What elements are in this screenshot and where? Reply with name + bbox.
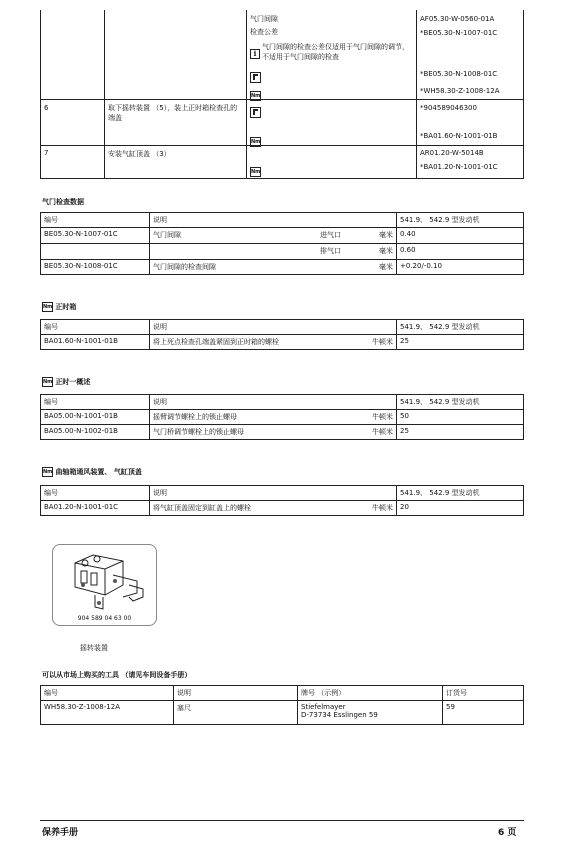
row-unit: 牛顿米	[372, 413, 393, 421]
col-header: 说明	[150, 213, 397, 228]
section-title: Nm 曲轴箱通风装置、 气缸顶盖	[43, 468, 142, 476]
row-subtype: 排气口	[320, 247, 341, 255]
crankcase-table	[40, 485, 524, 516]
row-description: 塞尺	[174, 701, 298, 725]
col-header: 说明	[150, 486, 397, 501]
torque-nm-icon: Nm	[43, 304, 53, 310]
row-code[interactable]: BA01.20-N-1001-01C	[41, 501, 150, 516]
timing-general-table	[40, 394, 524, 440]
valve-data-table	[40, 212, 524, 275]
code-link[interactable]: *904589046300	[420, 104, 477, 112]
code-link[interactable]: *BA01.20-N-1001-01C	[420, 163, 498, 171]
step-description: 安装气缸顶盖 （3）	[108, 150, 171, 158]
row-description: 气门桥调节螺栓上的锁止螺母	[153, 428, 244, 436]
row-subtype: 进气口	[320, 231, 341, 239]
section-title: 气门检查数据	[42, 198, 84, 206]
footer-title: 保养手册	[42, 828, 79, 838]
row-unit: 牛顿米	[372, 338, 393, 346]
torque-nm-icon: Nm	[251, 92, 261, 99]
tool-illustration	[52, 544, 157, 626]
col-header: 541.9、 542.9 型发动机	[397, 486, 524, 501]
row-value: 0.40	[397, 228, 524, 244]
row-description: 气门间隙的检查间隙	[153, 263, 216, 271]
row-unit: 毫米	[379, 247, 393, 255]
step-description: 取下摇转装置 （5），装上正时箱检查孔的端盖	[108, 104, 238, 122]
tool-icon	[250, 102, 261, 121]
row-description: 将上死点检查孔端盖紧固到正时箱的螺栓	[153, 338, 279, 346]
col-header: 牌号 （示例）	[298, 686, 443, 701]
col-header: 说明	[150, 395, 397, 410]
row-value: 25	[397, 335, 524, 350]
col-header: 541.9、 542.9 型发动机	[397, 320, 524, 335]
row-code[interactable]: BA01.60-N-1001-01B	[41, 335, 150, 350]
col-header: 编号	[41, 686, 174, 701]
row-unit: 牛顿米	[372, 504, 393, 512]
row-description: 气门间隙	[153, 231, 181, 239]
part-number: 904 589 04 63 00	[77, 615, 132, 622]
row-value: 50	[397, 410, 524, 425]
col-header: 编号	[41, 320, 150, 335]
tolerance-note: 气门间隙的检查公差仅适用于气门间隙的调节，不适用于气门间隙的检查	[262, 43, 409, 61]
code-link[interactable]: *WH58.30-Z-1008-12A	[420, 87, 500, 95]
row-code[interactable]: BA05.00-N-1002-01B	[41, 425, 150, 440]
crank-tool-drawing	[53, 545, 156, 615]
info-icon: i	[250, 43, 260, 62]
row-description: 将气缸顶盖固定到缸盖上的螺栓	[153, 504, 251, 512]
torque-nm-icon: Nm	[251, 138, 261, 145]
section-title: Nm 正时箱	[43, 303, 77, 311]
figure-caption: 摇转装置	[80, 644, 108, 652]
row-value: 25	[397, 425, 524, 440]
tool-icon	[250, 67, 261, 86]
row-code[interactable]: BA05.00-N-1001-01B	[41, 410, 150, 425]
torque-nm-icon: Nm	[43, 379, 53, 385]
tools-table	[40, 685, 524, 725]
section-title: 可以从市场上购买的工具 （请见车间设备手册）	[42, 671, 192, 679]
col-header: 541.9、 542.9 型发动机	[397, 213, 524, 228]
brand-address: D-73734 Esslingen 59	[301, 711, 378, 719]
order-number: 59	[443, 701, 524, 725]
row-code[interactable]: WH58.30-Z-1008-12A	[41, 701, 174, 725]
page-number: 6 页	[498, 828, 517, 838]
step-number: 6	[44, 104, 49, 112]
step-number: 7	[44, 149, 49, 157]
row-value: 20	[397, 501, 524, 516]
col-header: 订货号	[443, 686, 524, 701]
row-unit: 毫米	[379, 263, 393, 271]
section-title: Nm 正时一概述	[43, 378, 91, 386]
row-code[interactable]: BE05.30-N-1008-01C	[41, 260, 150, 275]
col-header: 编号	[41, 213, 150, 228]
code-link[interactable]: AR01.20-W-5014B	[420, 149, 484, 157]
code-link[interactable]: *BE05.30-N-1007-01C	[420, 29, 498, 37]
code-link[interactable]: *BE05.30-N-1008-01C	[420, 70, 498, 78]
col-header: 说明	[150, 320, 397, 335]
row-unit: 牛顿米	[372, 428, 393, 436]
row-value: 0.60	[397, 244, 524, 260]
torque-nm-icon: Nm	[43, 469, 53, 475]
col-header: 编号	[41, 486, 150, 501]
footer-divider	[40, 820, 524, 821]
torque-nm-icon: Nm	[251, 168, 261, 175]
code-link[interactable]: AF05.30-W-0560-01A	[420, 15, 495, 23]
row-description: 摇臂调节螺栓上的锁止螺母	[153, 413, 237, 421]
row-value: +0.20/-0.10	[397, 260, 524, 275]
valve-clearance-label: 气门间隙	[250, 15, 278, 23]
col-header: 编号	[41, 395, 150, 410]
timing-case-table	[40, 319, 524, 350]
row-unit: 毫米	[379, 231, 393, 239]
check-tolerance-label: 检查公差	[250, 28, 278, 36]
col-header: 541.9、 542.9 型发动机	[397, 395, 524, 410]
col-header: 说明	[174, 686, 298, 701]
brand-name: Stiefelmayer	[301, 703, 346, 711]
code-link[interactable]: *BA01.60-N-1001-01B	[420, 132, 498, 140]
row-code[interactable]: BE05.30-N-1007-01C	[41, 228, 150, 244]
